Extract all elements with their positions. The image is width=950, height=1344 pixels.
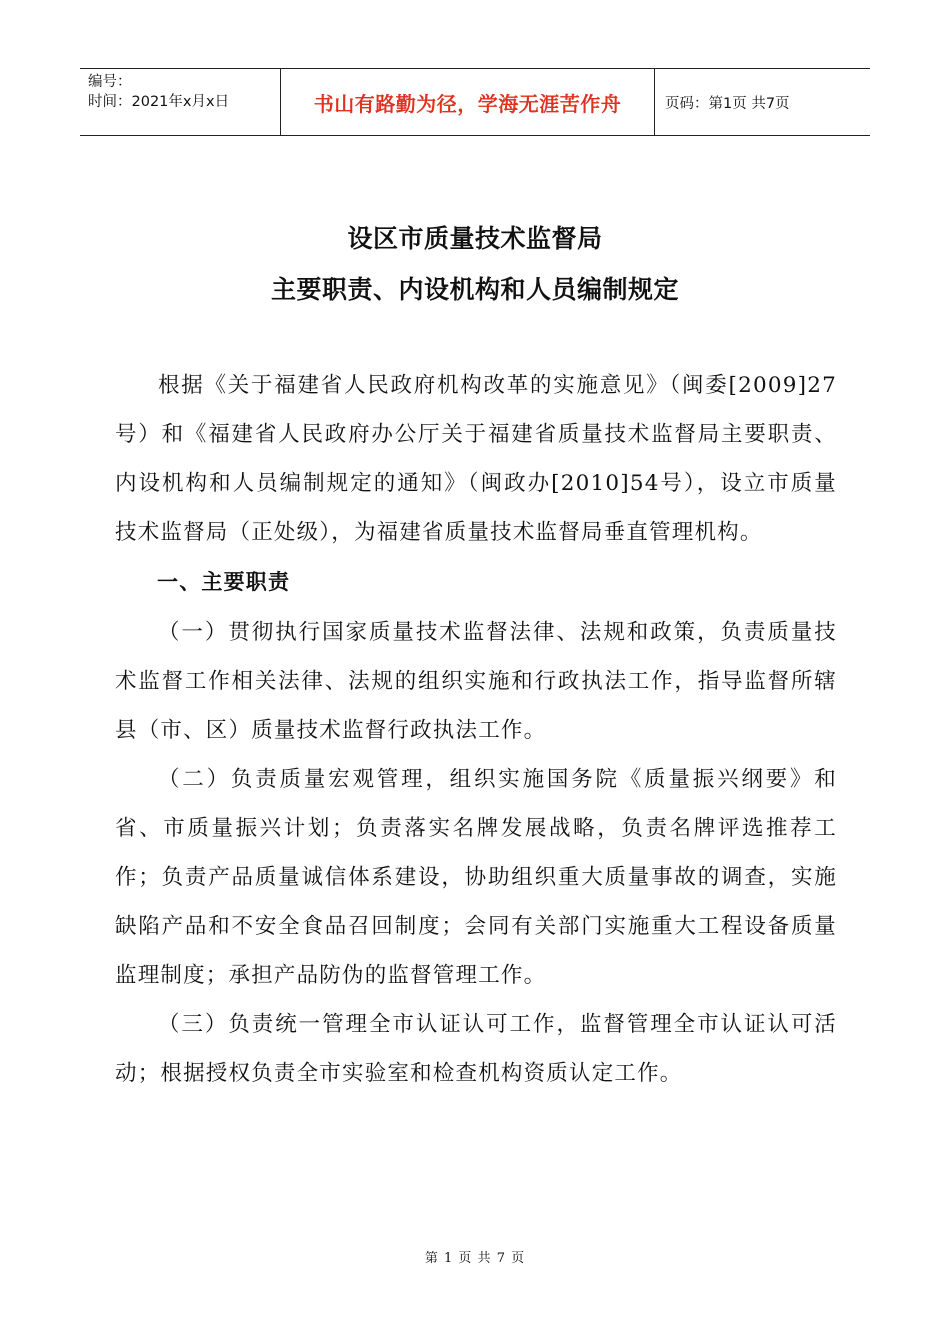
header-motto: 书山有路勤为径，学海无涯苦作舟 xyxy=(281,69,655,135)
document-title-line2: 主要职责、内设机构和人员编制规定 xyxy=(270,275,679,304)
page-footer: 第 1 页 共 7 页 xyxy=(424,1251,526,1266)
document-title-line1: 设区市质量技术监督局 xyxy=(347,224,603,253)
header-page-info: 页码：第1页 共7页 xyxy=(665,95,790,112)
intro-paragraph: 根据《关于福建省人民政府机构改革的实施意见》（闽委[2009]27号）和《福建省人民政府办公厅关于福建省质量技术监督局主要职责、内设机构和人员编制规定的通知》（闽政办[2010]54号），设立市质量技术监督局（正处级），为福建省质量技术监督局垂直管理机构。 xyxy=(115,373,837,545)
time-label: 时间：2021年x月x日 xyxy=(88,94,230,110)
section-heading-duties: 一、主要职责 xyxy=(157,570,291,594)
number-label: 编号： xyxy=(88,74,132,90)
duty-item-3: （三）负责统一管理全市认证认可工作，监督管理全市认证认可活动；根据授权负责全市实验室和检查机构资质认定工作。 xyxy=(115,1012,837,1086)
header-meta-cell xyxy=(80,69,281,135)
duty-item-1: （一）贯彻执行国家质量技术监督法律、法规和政策，负责质量技术监督工作相关法律、法规的组织实施和行政执法工作，指导监督所辖县（市、区）质量技术监督行政执法工作。 xyxy=(115,620,837,743)
document-body xyxy=(115,361,837,1098)
duty-item-2: （二）负责质量宏观管理，组织实施国务院《质量振兴纲要》和省、市质量振兴计划；负责落实名牌发展战略，负责名牌评选推荐工作；负责产品质量诚信体系建设，协助组织重大质量事故的调查，实施缺陷产品和不安全食品召回制度；会同有关部门实施重大工程设备质量监理制度；承担产品防伪的监督管理工作。 xyxy=(115,767,837,988)
document-header xyxy=(80,68,870,136)
